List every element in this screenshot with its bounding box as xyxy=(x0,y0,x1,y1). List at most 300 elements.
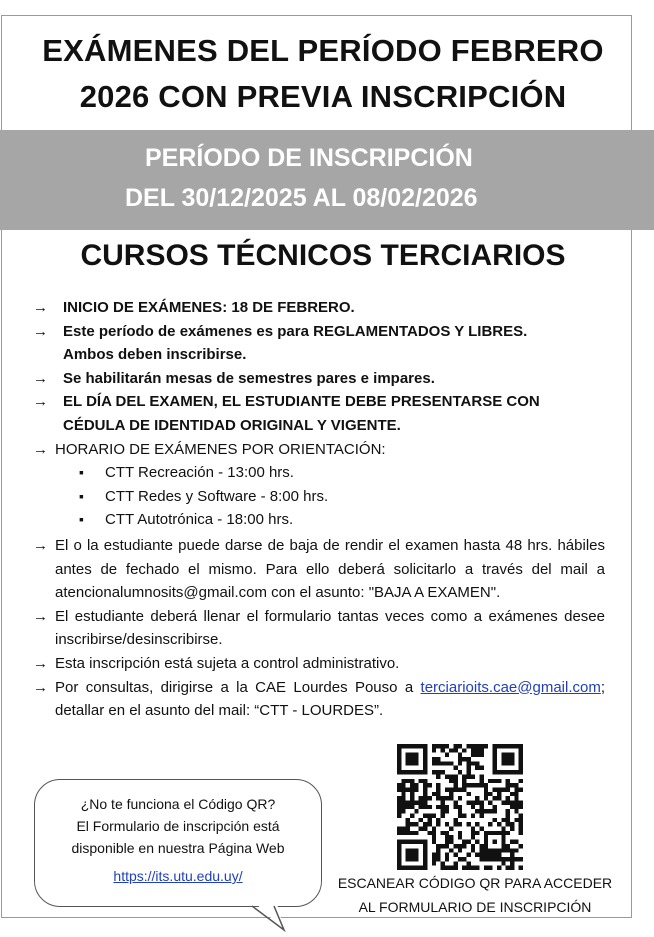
qr-module xyxy=(506,783,510,787)
qr-module xyxy=(440,805,444,809)
qr-module xyxy=(480,853,484,857)
qr-module xyxy=(414,853,418,857)
qr-module xyxy=(453,866,457,870)
qr-module xyxy=(501,800,505,804)
qr-module xyxy=(471,831,475,835)
schedule-item-autotronica: ▪ CTT Autotrónica - 18:00 hrs. xyxy=(33,508,605,532)
qr-module xyxy=(397,814,401,818)
qr-module xyxy=(419,840,423,844)
section-subtitle: CURSOS TÉCNICOS TERCIARIOS xyxy=(80,239,566,272)
qr-module xyxy=(397,827,401,831)
qr-module xyxy=(458,757,462,761)
list-item xyxy=(33,605,605,652)
qr-module xyxy=(432,792,436,796)
qr-module xyxy=(462,814,466,818)
qr-module xyxy=(519,744,523,748)
qr-module xyxy=(397,744,401,748)
qr-module xyxy=(449,827,453,831)
cae-email-link[interactable]: terciarioits.cae@gmail.com xyxy=(420,678,601,696)
qr-module xyxy=(519,787,523,791)
qr-module xyxy=(423,814,427,818)
qr-module xyxy=(484,835,488,839)
qr-module xyxy=(427,805,431,809)
qr-code[interactable] xyxy=(397,744,523,870)
qr-module xyxy=(410,857,414,861)
qr-module xyxy=(510,805,514,809)
qr-module xyxy=(475,761,479,765)
qr-module xyxy=(453,744,457,748)
qr-module xyxy=(493,805,497,809)
qr-module xyxy=(414,770,418,774)
qr-module xyxy=(501,848,505,852)
qr-module xyxy=(449,774,453,778)
qr-module xyxy=(419,818,423,822)
qr-caption xyxy=(330,871,620,919)
item-text-consultas xyxy=(55,676,605,723)
qr-module xyxy=(488,809,492,813)
qr-module xyxy=(519,800,523,804)
qr-module xyxy=(397,840,401,844)
list-item xyxy=(33,676,605,723)
qr-module xyxy=(414,866,418,870)
qr-module xyxy=(519,857,523,861)
qr-module xyxy=(419,796,423,800)
qr-module xyxy=(467,822,471,826)
qr-module xyxy=(432,748,436,752)
qr-module xyxy=(419,779,423,783)
qr-module xyxy=(423,853,427,857)
qr-module xyxy=(406,853,410,857)
qr-module xyxy=(519,770,523,774)
qr-module xyxy=(471,783,475,787)
qr-module xyxy=(488,831,492,835)
qr-module xyxy=(510,770,514,774)
qr-module xyxy=(484,831,488,835)
item-text-horario: HORARIO DE EXÁMENES POR ORIENTACIÓN: xyxy=(55,440,386,458)
qr-module xyxy=(458,770,462,774)
qr-module xyxy=(436,770,440,774)
qr-module xyxy=(423,857,427,861)
item-text-mesas: Se habilitarán mesas de semestres pares e impares. xyxy=(63,369,435,387)
qr-module xyxy=(410,840,414,844)
qr-module xyxy=(423,822,427,826)
qr-module xyxy=(436,805,440,809)
qr-module xyxy=(449,866,453,870)
qr-module xyxy=(475,822,479,826)
qr-module xyxy=(453,805,457,809)
qr-module xyxy=(493,857,497,861)
qr-module xyxy=(436,792,440,796)
qr-module xyxy=(493,796,497,800)
qr-module xyxy=(488,800,492,804)
qr-module xyxy=(453,766,457,770)
qr-module xyxy=(406,744,410,748)
qr-module xyxy=(406,779,410,783)
qr-module xyxy=(449,748,453,752)
qr-module xyxy=(432,861,436,865)
qr-module xyxy=(467,783,471,787)
qr-module xyxy=(419,744,423,748)
qr-module xyxy=(467,774,471,778)
qr-module xyxy=(506,744,510,748)
qr-module xyxy=(423,783,427,787)
qr-module xyxy=(427,831,431,835)
qr-module xyxy=(493,818,497,822)
qr-module xyxy=(497,866,501,870)
qr-module xyxy=(406,787,410,791)
qr-module xyxy=(445,796,449,800)
qr-module xyxy=(401,827,405,831)
qr-module xyxy=(458,809,462,813)
qr-module xyxy=(467,800,471,804)
qr-module xyxy=(453,818,457,822)
qr-module xyxy=(501,844,505,848)
qr-module xyxy=(488,822,492,826)
qr-module xyxy=(440,770,444,774)
qr-module xyxy=(514,796,518,800)
arrow-icon: → xyxy=(33,369,48,387)
qr-module xyxy=(414,809,418,813)
qr-module xyxy=(484,787,488,791)
qr-module xyxy=(484,796,488,800)
qr-module xyxy=(423,861,427,865)
qr-module xyxy=(488,866,492,870)
qr-module xyxy=(453,853,457,857)
qr-module xyxy=(419,827,423,831)
qr-module xyxy=(462,787,466,791)
qr-module xyxy=(440,800,444,804)
qr-module xyxy=(401,796,405,800)
arrow-icon: → xyxy=(33,536,48,554)
qr-module xyxy=(458,848,462,852)
qr-module xyxy=(445,831,449,835)
qr-module xyxy=(475,800,479,804)
qr-module xyxy=(480,827,484,831)
bubble-line-2: El Formulario de inscripción está xyxy=(76,818,280,834)
qr-module xyxy=(519,761,523,765)
qr-module xyxy=(401,866,405,870)
qr-module xyxy=(445,840,449,844)
qr-module xyxy=(514,792,518,796)
instructions-list xyxy=(33,296,605,723)
qr-module xyxy=(410,792,414,796)
qr-module xyxy=(436,757,440,761)
qr-module xyxy=(427,818,431,822)
qr-module xyxy=(432,761,436,765)
list-item xyxy=(33,390,605,437)
qr-module xyxy=(484,853,488,857)
qr-module xyxy=(406,805,410,809)
schedule-item-redes: ▪ CTT Redes y Software - 8:00 hrs. xyxy=(33,485,605,509)
qr-module xyxy=(497,857,501,861)
qr-module xyxy=(514,848,518,852)
qr-module xyxy=(501,840,505,844)
speech-bubble-tail xyxy=(250,900,294,932)
qr-module xyxy=(510,853,514,857)
qr-module xyxy=(493,761,497,765)
qr-module xyxy=(445,866,449,870)
qr-module xyxy=(445,844,449,848)
qr-module xyxy=(462,748,466,752)
qr-module xyxy=(432,744,436,748)
qr-module xyxy=(445,805,449,809)
qr-caption-line-2: AL FORMULARIO DE INSCRIPCIÓN xyxy=(358,899,592,915)
qr-module xyxy=(397,831,401,835)
schedule-list xyxy=(33,461,605,532)
qr-module xyxy=(514,857,518,861)
registration-period-banner xyxy=(0,130,654,230)
qr-module xyxy=(458,835,462,839)
qr-module xyxy=(471,748,475,752)
qr-module xyxy=(453,800,457,804)
item-text-periodo-b: Ambos deben inscribirse. xyxy=(63,346,247,364)
qr-module xyxy=(480,814,484,818)
qr-module xyxy=(493,757,497,761)
qr-module xyxy=(506,848,510,852)
qr-module xyxy=(475,783,479,787)
qr-module xyxy=(440,861,444,865)
schedule-item-recreacion: ▪ CTT Recreación - 13:00 hrs. xyxy=(33,461,605,485)
qr-module xyxy=(510,866,514,870)
qr-module xyxy=(510,792,514,796)
qr-module xyxy=(406,831,410,835)
qr-module xyxy=(414,744,418,748)
qr-module xyxy=(401,787,405,791)
qr-module xyxy=(423,787,427,791)
qr-module xyxy=(427,822,431,826)
qr-module xyxy=(436,818,440,822)
arrow-icon: → xyxy=(33,678,48,696)
qr-module xyxy=(453,774,457,778)
list-item xyxy=(33,534,605,605)
qr-module xyxy=(475,831,479,835)
qr-module xyxy=(419,770,423,774)
qr-module xyxy=(519,827,523,831)
qr-module xyxy=(458,761,462,765)
qr-module xyxy=(462,783,466,787)
qr-module xyxy=(471,753,475,757)
qr-module xyxy=(467,744,471,748)
qr-module xyxy=(423,770,427,774)
qr-module xyxy=(410,805,414,809)
qr-module xyxy=(484,792,488,796)
qr-module xyxy=(397,761,401,765)
qr-module xyxy=(510,840,514,844)
qr-module xyxy=(410,831,414,835)
list-item xyxy=(33,652,605,676)
qr-module xyxy=(414,757,418,761)
qr-module xyxy=(497,787,501,791)
arrow-icon: → xyxy=(33,654,48,672)
qr-module xyxy=(484,809,488,813)
qr-module xyxy=(480,783,484,787)
qr-module xyxy=(462,840,466,844)
qr-module xyxy=(453,822,457,826)
qr-module xyxy=(510,822,514,826)
qr-module xyxy=(506,866,510,870)
bubble-line-1: ¿No te funciona el Código QR? xyxy=(80,796,276,812)
qr-module xyxy=(493,831,497,835)
qr-module xyxy=(449,796,453,800)
bubble-line-3: disponible en nuestra Página Web xyxy=(71,840,285,856)
qr-module xyxy=(423,800,427,804)
qr-module xyxy=(475,748,479,752)
qr-module xyxy=(471,744,475,748)
qr-module xyxy=(419,805,423,809)
qr-module xyxy=(480,774,484,778)
qr-module xyxy=(493,770,497,774)
qr-module xyxy=(497,792,501,796)
consultas-suffix: ; detallar en el asunto del mail: “CTT - LOURDES”. xyxy=(55,678,605,720)
qr-module xyxy=(410,822,414,826)
qr-module xyxy=(423,866,427,870)
qr-module xyxy=(480,844,484,848)
item-text-dia-b: CÉDULA DE IDENTIDAD ORIGINAL Y VIGENTE. xyxy=(63,416,401,434)
qr-module xyxy=(449,792,453,796)
qr-module xyxy=(458,744,462,748)
qr-module xyxy=(397,787,401,791)
qr-module xyxy=(501,831,505,835)
qr-module xyxy=(519,814,523,818)
arrow-icon: → xyxy=(33,322,48,340)
qr-module xyxy=(401,744,405,748)
qr-module xyxy=(514,800,518,804)
qr-module xyxy=(410,753,414,757)
qr-module xyxy=(423,792,427,796)
qr-module xyxy=(475,744,479,748)
list-item xyxy=(33,320,605,367)
qr-module xyxy=(506,800,510,804)
qr-module xyxy=(423,779,427,783)
qr-module xyxy=(440,761,444,765)
qr-module xyxy=(480,857,484,861)
qr-module xyxy=(436,796,440,800)
qr-module xyxy=(440,796,444,800)
qr-module xyxy=(493,848,497,852)
qr-module xyxy=(449,840,453,844)
qr-module xyxy=(519,757,523,761)
qr-module xyxy=(410,761,414,765)
qr-module xyxy=(414,831,418,835)
qr-module xyxy=(475,840,479,844)
qr-module xyxy=(432,814,436,818)
list-item xyxy=(33,438,605,462)
qr-module xyxy=(449,835,453,839)
qr-module xyxy=(497,770,501,774)
qr-module xyxy=(488,779,492,783)
qr-module xyxy=(501,827,505,831)
qr-module xyxy=(397,766,401,770)
qr-module xyxy=(432,835,436,839)
qr-module xyxy=(480,848,484,852)
consultas-prefix: Por consultas, dirigirse a la CAE Lourdes Pouso a xyxy=(55,678,414,696)
qr-module xyxy=(440,844,444,848)
qr-module xyxy=(497,831,501,835)
qr-module xyxy=(410,853,414,857)
qr-module xyxy=(453,787,457,791)
qr-module xyxy=(440,744,444,748)
qr-module xyxy=(519,753,523,757)
qr-module xyxy=(480,800,484,804)
qr-module xyxy=(423,848,427,852)
qr-module xyxy=(510,783,514,787)
qr-module xyxy=(467,840,471,844)
item-text-inicio: INICIO DE EXÁMENES: 18 DE FEBRERO. xyxy=(63,299,355,316)
qr-module xyxy=(449,787,453,791)
qr-module xyxy=(432,853,436,857)
qr-module xyxy=(471,835,475,839)
website-link[interactable]: https://its.utu.edu.uy/ xyxy=(113,868,243,884)
qr-module xyxy=(410,848,414,852)
qr-module xyxy=(475,766,479,770)
qr-module xyxy=(423,744,427,748)
qr-module xyxy=(519,822,523,826)
qr-module xyxy=(432,831,436,835)
qr-module xyxy=(497,796,501,800)
arrow-icon: → xyxy=(33,607,48,625)
qr-module xyxy=(467,792,471,796)
qr-module xyxy=(406,753,410,757)
qr-module xyxy=(480,753,484,757)
arrow-icon: → xyxy=(33,440,48,458)
qr-module xyxy=(519,805,523,809)
qr-module xyxy=(440,814,444,818)
qr-module xyxy=(445,787,449,791)
qr-module xyxy=(510,848,514,852)
qr-module xyxy=(514,840,518,844)
qr-module xyxy=(506,753,510,757)
qr-module xyxy=(436,857,440,861)
qr-module xyxy=(501,761,505,765)
qr-module xyxy=(506,787,510,791)
qr-module xyxy=(514,818,518,822)
qr-module xyxy=(458,753,462,757)
qr-module xyxy=(493,787,497,791)
qr-module xyxy=(432,857,436,861)
qr-module xyxy=(462,774,466,778)
page-title xyxy=(0,28,646,120)
qr-module xyxy=(410,796,414,800)
qr-module xyxy=(453,779,457,783)
qr-module xyxy=(423,766,427,770)
qr-module xyxy=(436,844,440,848)
speech-bubble xyxy=(34,779,322,907)
qr-module xyxy=(506,761,510,765)
qr-module xyxy=(506,831,510,835)
qr-module xyxy=(406,770,410,774)
qr-module xyxy=(510,761,514,765)
qr-module xyxy=(397,753,401,757)
qr-module xyxy=(510,757,514,761)
qr-module xyxy=(467,853,471,857)
qr-module xyxy=(467,770,471,774)
qr-module xyxy=(506,757,510,761)
qr-module xyxy=(510,753,514,757)
qr-module xyxy=(514,783,518,787)
qr-module xyxy=(493,779,497,783)
qr-module xyxy=(397,800,401,804)
qr-module xyxy=(401,805,405,809)
qr-module xyxy=(419,800,423,804)
qr-module xyxy=(501,861,505,865)
qr-module xyxy=(427,814,431,818)
banner-line-1: PERÍODO DE INSCRIPCIÓN xyxy=(145,144,473,172)
qr-module xyxy=(432,827,436,831)
qr-module xyxy=(397,748,401,752)
qr-module xyxy=(501,753,505,757)
qr-module xyxy=(401,792,405,796)
qr-module xyxy=(440,866,444,870)
